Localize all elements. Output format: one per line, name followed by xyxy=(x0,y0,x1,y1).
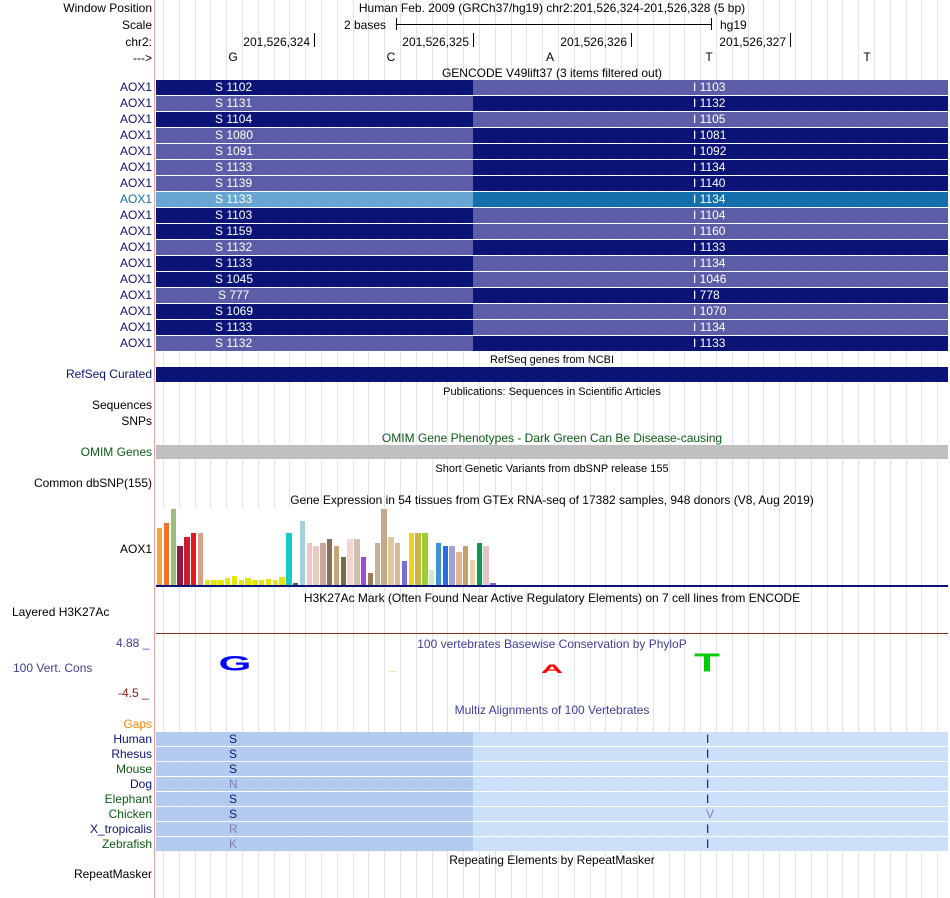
gtex-tissue-bar[interactable] xyxy=(307,543,312,585)
codon-left xyxy=(156,304,473,319)
conservation-min-value: -4.5 _ xyxy=(118,686,149,700)
gtex-tissue-bar[interactable] xyxy=(456,552,461,585)
multiz-codon-right xyxy=(473,747,948,761)
gtex-tissue-bar[interactable] xyxy=(341,557,346,585)
codon-left xyxy=(156,288,473,303)
refseq-title: RefSeq genes from NCBI xyxy=(489,354,615,366)
amino-acid-left: S 1133 xyxy=(215,192,253,206)
window-position-value[interactable]: Human Feb. 2009 (GRCh37/hg19) chr2:201,526,324-201,526,328 (5 bp) xyxy=(358,1,746,15)
codon-left xyxy=(156,144,473,159)
conservation-logo-letter: A xyxy=(540,661,564,676)
amino-acid-left: S 1080 xyxy=(215,128,254,142)
multiz-row[interactable] xyxy=(156,747,948,761)
multiz-title: Multiz Alignments of 100 Vertebrates xyxy=(454,703,650,717)
gencode-row-label[interactable]: AOX1 xyxy=(119,240,152,254)
gencode-row-label[interactable]: AOX1 xyxy=(119,160,152,174)
gtex-tissue-bar[interactable] xyxy=(463,546,468,585)
gtex-tissue-bar[interactable] xyxy=(225,578,230,585)
multiz-row[interactable] xyxy=(156,822,948,836)
strand-label[interactable]: ---> xyxy=(133,51,152,65)
multiz-aa-right: I xyxy=(706,822,710,836)
gtex-tissue-bar[interactable] xyxy=(483,546,488,585)
codon-left xyxy=(156,128,473,143)
gtex-tissue-bar[interactable] xyxy=(347,539,352,585)
conservation-logo-letter: C xyxy=(387,670,399,673)
multiz-aa-right: I xyxy=(706,762,710,776)
gtex-tissue-bar[interactable] xyxy=(320,543,325,585)
multiz-species-label[interactable]: Rhesus xyxy=(111,747,152,761)
multiz-codon-left xyxy=(156,837,473,851)
gtex-tissue-bar[interactable] xyxy=(232,576,237,585)
base-letter: T xyxy=(863,50,871,64)
multiz-aa-right: I xyxy=(706,792,710,806)
gencode-transcript[interactable] xyxy=(156,112,948,127)
gencode-row-label[interactable]: AOX1 xyxy=(119,272,152,286)
amino-acid-right: I 1103 xyxy=(693,80,726,94)
position-label: 201,526,324 xyxy=(243,35,310,49)
multiz-aa-left: K xyxy=(229,837,238,851)
multiz-codon-right xyxy=(473,777,948,791)
multiz-row[interactable] xyxy=(156,732,948,746)
gencode-title: GENCODE V49lift37 (3 items filtered out) xyxy=(441,66,663,80)
amino-acid-right: I 1046 xyxy=(693,272,727,286)
amino-acid-left: S 1103 xyxy=(215,208,253,222)
gtex-baseline xyxy=(156,585,948,587)
amino-acid-right: I 1140 xyxy=(693,176,726,190)
amino-acid-right: I 1070 xyxy=(693,304,727,318)
gtex-tissue-bar[interactable] xyxy=(171,509,176,585)
codon-left xyxy=(156,240,473,255)
amino-acid-left: S 777 xyxy=(218,288,250,302)
gencode-transcript[interactable] xyxy=(156,80,948,95)
codon-left xyxy=(156,224,473,239)
window-position-label: Window Position xyxy=(63,1,152,15)
gencode-row-label[interactable]: AOX1 xyxy=(119,112,152,126)
multiz-aa-left: S xyxy=(229,792,238,806)
gtex-tissue-bar[interactable] xyxy=(279,577,284,585)
position-label: 201,526,326 xyxy=(560,35,627,49)
gencode-row-label[interactable]: AOX1 xyxy=(119,256,152,270)
omim-feature[interactable] xyxy=(156,445,948,459)
gtex-tissue-bar[interactable] xyxy=(157,528,162,585)
gtex-tissue-bar[interactable] xyxy=(415,533,420,585)
codon-left xyxy=(156,160,473,175)
multiz-aa-right: I xyxy=(706,777,710,791)
gtex-tissue-bar[interactable] xyxy=(177,546,182,585)
amino-acid-right: I 1134 xyxy=(693,192,726,206)
amino-acid-right: I 1134 xyxy=(693,160,726,174)
amino-acid-right: I 1105 xyxy=(693,112,726,126)
codon-left xyxy=(156,208,473,223)
amino-acid-left: S 1132 xyxy=(215,336,253,350)
amino-acid-right: I 1132 xyxy=(693,96,726,110)
codon-left xyxy=(156,272,473,287)
multiz-species-label[interactable]: Mouse xyxy=(115,762,152,776)
gencode-row-label[interactable]: AOX1 xyxy=(119,304,152,318)
multiz-row[interactable] xyxy=(156,762,948,776)
amino-acid-left: S 1139 xyxy=(215,176,253,190)
scale-bar-right-tick xyxy=(711,18,712,30)
amino-acid-left: S 1133 xyxy=(215,160,253,174)
gtex-tissue-bar[interactable] xyxy=(327,539,332,585)
codon-left xyxy=(156,96,473,111)
multiz-codon-right xyxy=(473,837,948,851)
multiz-row[interactable] xyxy=(156,807,948,821)
amino-acid-left: S 1102 xyxy=(215,80,253,94)
amino-acid-right: I 778 xyxy=(693,288,720,302)
gtex-title: Gene Expression in 54 tissues from GTEx RNA-seq of 17382 samples, 948 donors (V8, Aug 2019) xyxy=(290,493,814,507)
multiz-species-label[interactable]: X_tropicalis xyxy=(89,822,152,836)
gtex-tissue-bar[interactable] xyxy=(429,570,434,585)
amino-acid-left: S 1132 xyxy=(215,240,253,254)
h3k27ac-label[interactable]: Layered H3K27Ac xyxy=(12,605,110,619)
scale-assembly: hg19 xyxy=(720,18,747,32)
gtex-tissue-bar[interactable] xyxy=(313,546,318,585)
gencode-transcript[interactable] xyxy=(156,208,948,223)
amino-acid-right: I 1134 xyxy=(693,256,726,270)
gtex-tissue-bar[interactable] xyxy=(443,546,448,585)
codon-left xyxy=(156,80,473,95)
multiz-aa-left: R xyxy=(229,822,238,836)
gencode-row-label[interactable]: AOX1 xyxy=(119,208,152,222)
gtex-tissue-bar[interactable] xyxy=(402,561,407,585)
gtex-tissue-bar[interactable] xyxy=(191,533,196,585)
multiz-codon-left xyxy=(156,732,473,746)
base-letter: A xyxy=(545,50,554,64)
amino-acid-right: I 1081 xyxy=(693,128,727,142)
chrom-label: chr2: xyxy=(125,35,152,49)
position-tick xyxy=(790,33,791,47)
gencode-transcript[interactable] xyxy=(156,176,948,191)
multiz-row[interactable] xyxy=(156,837,948,851)
multiz-aa-right: I xyxy=(706,732,710,746)
position-label: 201,526,327 xyxy=(719,35,786,49)
gtex-tissue-bar[interactable] xyxy=(286,533,291,585)
gencode-transcript[interactable] xyxy=(156,320,948,335)
codon-left xyxy=(156,256,473,271)
publications-snps-label[interactable]: SNPs xyxy=(121,414,152,428)
gtex-tissue-bar[interactable] xyxy=(368,573,373,585)
amino-acid-left: S 1133 xyxy=(215,320,253,334)
multiz-codon-right xyxy=(473,822,948,836)
gencode-transcript[interactable] xyxy=(156,240,948,255)
multiz-aa-left: S xyxy=(229,732,238,746)
h3k27ac-signal-line xyxy=(156,633,948,634)
multiz-aa-left: N xyxy=(229,777,238,791)
gtex-tissue-bar[interactable] xyxy=(334,546,339,585)
refseq-feature[interactable] xyxy=(156,367,948,382)
publications-sequences-label[interactable]: Sequences xyxy=(91,398,152,412)
codon-left xyxy=(156,192,473,207)
gtex-tissue-bar[interactable] xyxy=(477,543,482,585)
multiz-codon-left xyxy=(156,777,473,791)
dbsnp-title: Short Genetic Variants from dbSNP release 155 xyxy=(435,463,669,475)
conservation-label[interactable]: 100 Vert. Cons xyxy=(13,661,93,675)
gtex-tissue-bar[interactable] xyxy=(422,533,427,585)
gtex-tissue-bar[interactable] xyxy=(395,543,400,585)
gencode-transcript[interactable] xyxy=(156,128,948,143)
multiz-codon-right xyxy=(473,732,948,746)
codon-left xyxy=(156,320,473,335)
gtex-tissue-bar[interactable] xyxy=(354,539,359,585)
multiz-codon-left xyxy=(156,822,473,836)
gencode-row-label[interactable]: AOX1 xyxy=(119,224,152,238)
amino-acid-left: S 1069 xyxy=(215,304,254,318)
gencode-transcript[interactable] xyxy=(156,144,948,159)
amino-acid-right: I 1104 xyxy=(693,208,726,222)
gtex-bar-chart[interactable] xyxy=(156,508,536,585)
multiz-row[interactable] xyxy=(156,792,948,806)
gtex-tissue-bar[interactable] xyxy=(361,557,366,585)
multiz-aa-left: S xyxy=(229,807,238,821)
repeatmasker-label[interactable]: RepeatMasker xyxy=(73,867,152,881)
amino-acid-left: S 1104 xyxy=(215,112,253,126)
codon-left xyxy=(156,176,473,191)
multiz-aa-left: S xyxy=(229,747,238,761)
gencode-transcript[interactable] xyxy=(156,192,948,207)
gtex-tissue-bar[interactable] xyxy=(449,546,454,585)
multiz-species-label[interactable]: Zebrafish xyxy=(101,837,152,851)
gtex-tissue-bar[interactable] xyxy=(198,533,203,585)
gtex-tissue-bar[interactable] xyxy=(164,523,169,585)
multiz-codon-right xyxy=(473,792,948,806)
multiz-codon-right xyxy=(473,762,948,776)
refseq-label[interactable]: RefSeq Curated xyxy=(65,367,152,381)
gencode-transcript[interactable] xyxy=(156,160,948,175)
gencode-transcript[interactable] xyxy=(156,96,948,111)
amino-acid-left: S 1159 xyxy=(215,224,253,238)
base-letter: T xyxy=(705,50,713,64)
gencode-transcript[interactable] xyxy=(156,336,948,351)
gencode-row-label[interactable]: AOX1 xyxy=(119,288,152,302)
gtex-tissue-bar[interactable] xyxy=(184,537,189,585)
gencode-transcript[interactable] xyxy=(156,272,948,287)
label-divider xyxy=(154,0,155,898)
multiz-aa-right: I xyxy=(706,747,710,761)
gencode-transcript[interactable] xyxy=(156,288,948,303)
gencode-row-label[interactable]: AOX1 xyxy=(119,336,152,350)
gtex-tissue-bar[interactable] xyxy=(436,543,441,585)
amino-acid-left: S 1091 xyxy=(215,144,254,158)
gtex-tissue-bar[interactable] xyxy=(388,537,393,585)
multiz-aa-right: V xyxy=(706,807,715,821)
multiz-species-label[interactable]: Elephant xyxy=(104,792,152,806)
multiz-aa-left: S xyxy=(229,762,238,776)
position-tick xyxy=(473,33,474,47)
position-label: 201,526,325 xyxy=(402,35,469,49)
omim-label[interactable]: OMIM Genes xyxy=(80,445,152,459)
base-letter: C xyxy=(386,50,396,64)
amino-acid-right: I 1092 xyxy=(693,144,727,158)
gtex-tissue-bar[interactable] xyxy=(375,543,380,585)
position-tick xyxy=(314,33,315,47)
dbsnp-label[interactable]: Common dbSNP(155) xyxy=(33,476,152,490)
conservation-logo-letter: T xyxy=(694,649,720,678)
multiz-species-label[interactable]: Human xyxy=(113,732,152,746)
gencode-transcript[interactable] xyxy=(156,256,948,271)
gtex-tissue-bar[interactable] xyxy=(245,578,250,585)
base-letter: G xyxy=(228,50,238,64)
position-tick xyxy=(631,33,632,47)
publications-title: Publications: Sequences in Scientific Articles xyxy=(443,386,661,398)
multiz-gaps-label[interactable]: Gaps xyxy=(123,717,152,731)
gtex-tissue-bar[interactable] xyxy=(470,560,475,585)
omim-title: OMIM Gene Phenotypes - Dark Green Can Be Disease-causing xyxy=(381,431,723,445)
gencode-row-label[interactable]: AOX1 xyxy=(119,128,152,142)
amino-acid-left: S 1045 xyxy=(215,272,254,286)
amino-acid-right: I 1133 xyxy=(693,336,726,350)
scale-label: Scale xyxy=(121,18,152,32)
conservation-title: 100 vertebrates Basewise Conservation by PhyloP xyxy=(417,637,687,651)
gtex-tissue-bar[interactable] xyxy=(300,521,305,585)
amino-acid-right: I 1133 xyxy=(693,240,726,254)
multiz-codon-left xyxy=(156,807,473,821)
multiz-species-label[interactable]: Chicken xyxy=(108,807,152,821)
conservation-logo-letter: G xyxy=(218,651,252,676)
multiz-row[interactable] xyxy=(156,777,948,791)
multiz-species-label[interactable]: Dog xyxy=(129,777,152,791)
gtex-tissue-bar[interactable] xyxy=(381,509,386,585)
multiz-aa-right: I xyxy=(706,837,710,851)
scale-bar xyxy=(396,24,712,25)
gtex-label[interactable]: AOX1 xyxy=(119,542,152,556)
codon-left xyxy=(156,112,473,127)
amino-acid-right: I 1160 xyxy=(693,224,726,238)
amino-acid-right: I 1134 xyxy=(693,320,726,334)
gencode-row-label[interactable]: AOX1 xyxy=(119,96,152,110)
multiz-codon-left xyxy=(156,747,473,761)
amino-acid-left: S 1131 xyxy=(215,96,253,110)
gencode-row-label[interactable]: AOX1 xyxy=(119,144,152,158)
amino-acid-left: S 1133 xyxy=(215,256,253,270)
gencode-transcript[interactable] xyxy=(156,304,948,319)
gtex-tissue-bar[interactable] xyxy=(409,533,414,585)
conservation-max-value: 4.88 _ xyxy=(116,636,150,650)
gencode-row-label[interactable]: AOX1 xyxy=(119,192,152,206)
gencode-transcript[interactable] xyxy=(156,224,948,239)
gencode-row-label[interactable]: AOX1 xyxy=(119,320,152,334)
gencode-row-label[interactable]: AOX1 xyxy=(119,176,152,190)
scale-value: 2 bases xyxy=(344,18,387,32)
gencode-row-label[interactable]: AOX1 xyxy=(119,80,152,94)
multiz-codon-left xyxy=(156,762,473,776)
codon-left xyxy=(156,336,473,351)
h3k27ac-title: H3K27Ac Mark (Often Found Near Active Regulatory Elements) on 7 cell lines from ENCODE xyxy=(303,591,801,605)
repeatmasker-title: Repeating Elements by RepeatMasker xyxy=(449,853,655,867)
multiz-codon-left xyxy=(156,792,473,806)
